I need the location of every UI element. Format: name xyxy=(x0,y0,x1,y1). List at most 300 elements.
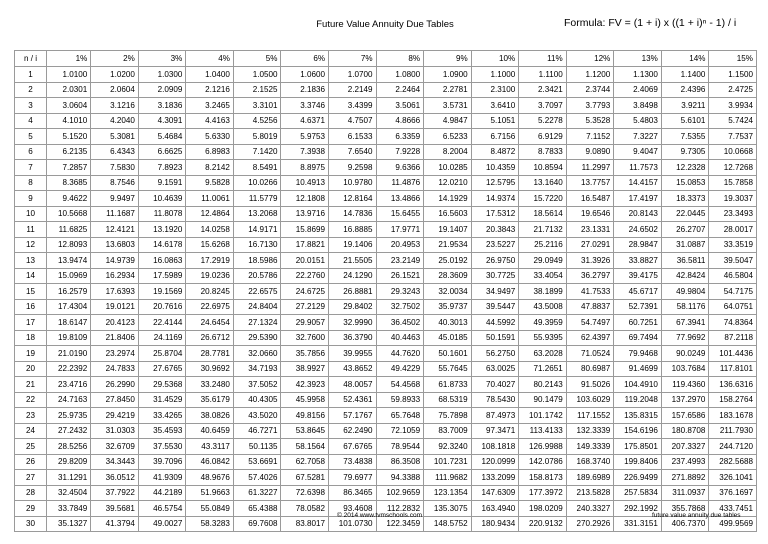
factor-cell: 29.5390 xyxy=(233,330,281,346)
factor-cell: 120.0999 xyxy=(471,454,519,470)
factor-cell: 211.7930 xyxy=(709,423,757,439)
factor-cell: 117.8101 xyxy=(709,361,757,377)
factor-cell: 44.7620 xyxy=(376,346,424,362)
factor-cell: 68.5319 xyxy=(424,392,472,408)
factor-cell: 4.8666 xyxy=(376,113,424,129)
factor-cell: 20.8143 xyxy=(614,206,662,222)
table-row xyxy=(15,268,757,284)
period-cell: 14 xyxy=(15,268,47,284)
factor-cell: 10.4913 xyxy=(281,175,329,191)
factor-cell: 14.9374 xyxy=(471,191,519,207)
factor-cell: 90.1479 xyxy=(519,392,567,408)
factor-cell: 3.5061 xyxy=(376,98,424,114)
factor-cell: 94.3388 xyxy=(376,470,424,486)
factor-cell: 198.0209 xyxy=(519,501,567,517)
factor-cell: 175.8501 xyxy=(614,439,662,455)
factor-cell: 44.5992 xyxy=(471,315,519,331)
factor-cell: 74.8364 xyxy=(709,315,757,331)
factor-cell: 292.1992 xyxy=(614,501,662,517)
factor-cell: 108.1818 xyxy=(471,439,519,455)
period-cell: 16 xyxy=(15,299,47,315)
period-cell: 18 xyxy=(15,330,47,346)
factor-cell: 5.1051 xyxy=(471,113,519,129)
factor-cell: 8.2142 xyxy=(186,160,234,176)
factor-cell: 3.3746 xyxy=(281,98,329,114)
factor-cell: 42.3923 xyxy=(281,377,329,393)
period-cell: 23 xyxy=(15,408,47,424)
factor-cell: 132.3339 xyxy=(566,423,614,439)
table-row xyxy=(15,82,757,98)
factor-cell: 24.1169 xyxy=(138,330,186,346)
period-cell: 19 xyxy=(15,346,47,362)
factor-cell: 72.6398 xyxy=(281,485,329,501)
factor-cell: 36.5811 xyxy=(661,253,709,269)
factor-cell: 49.4229 xyxy=(376,361,424,377)
factor-cell: 406.7370 xyxy=(661,516,709,532)
factor-cell: 40.4463 xyxy=(376,330,424,346)
factor-cell: 220.9132 xyxy=(519,516,567,532)
period-cell: 29 xyxy=(15,501,47,517)
table-row xyxy=(15,113,757,129)
factor-cell: 51.9663 xyxy=(186,485,234,501)
factor-cell: 70.4027 xyxy=(471,377,519,393)
factor-cell: 101.4436 xyxy=(709,346,757,362)
factor-cell: 1.1300 xyxy=(614,67,662,83)
factor-cell: 19.6546 xyxy=(566,206,614,222)
factor-cell: 113.4133 xyxy=(519,423,567,439)
factor-cell: 32.4504 xyxy=(47,485,91,501)
factor-cell: 17.5312 xyxy=(471,206,519,222)
factor-cell: 14.0258 xyxy=(186,222,234,238)
factor-cell: 54.7175 xyxy=(709,284,757,300)
factor-cell: 40.3013 xyxy=(424,315,472,331)
table-row xyxy=(15,67,757,83)
factor-cell: 7.5830 xyxy=(91,160,139,176)
factor-cell: 39.7096 xyxy=(138,454,186,470)
factor-cell: 45.6717 xyxy=(614,284,662,300)
factor-cell: 126.9988 xyxy=(519,439,567,455)
factor-cell: 25.0192 xyxy=(424,253,472,269)
factor-cell: 29.8209 xyxy=(47,454,91,470)
factor-cell: 7.6540 xyxy=(329,144,377,160)
factor-cell: 20.0151 xyxy=(281,253,329,269)
factor-cell: 42.8424 xyxy=(661,268,709,284)
factor-cell: 53.8645 xyxy=(281,423,329,439)
factor-cell: 1.1500 xyxy=(709,67,757,83)
factor-cell: 4.5256 xyxy=(233,113,281,129)
factor-cell: 28.0017 xyxy=(709,222,757,238)
factor-cell: 17.4197 xyxy=(614,191,662,207)
factor-cell: 4.9847 xyxy=(424,113,472,129)
factor-cell: 28.7781 xyxy=(186,346,234,362)
header-row xyxy=(15,51,757,67)
factor-cell: 33.4054 xyxy=(519,268,567,284)
factor-cell: 71.2651 xyxy=(519,361,567,377)
factor-cell: 3.9211 xyxy=(661,98,709,114)
rate-column-header: 2% xyxy=(91,51,139,67)
factor-cell: 28.9847 xyxy=(614,237,662,253)
factor-cell: 16.2579 xyxy=(47,284,91,300)
factor-cell: 38.1899 xyxy=(519,284,567,300)
factor-cell: 63.2028 xyxy=(519,346,567,362)
factor-cell: 3.2465 xyxy=(186,98,234,114)
factor-cell: 39.5681 xyxy=(91,501,139,517)
period-cell: 4 xyxy=(15,113,47,129)
rate-column-header: 3% xyxy=(138,51,186,67)
factor-cell: 22.4144 xyxy=(138,315,186,331)
factor-cell: 119.2048 xyxy=(614,392,662,408)
factor-cell: 43.5020 xyxy=(233,408,281,424)
factor-cell: 49.3959 xyxy=(519,315,567,331)
factor-cell: 48.9676 xyxy=(186,470,234,486)
factor-cell: 189.6989 xyxy=(566,470,614,486)
period-cell: 30 xyxy=(15,516,47,532)
factor-cell: 54.7497 xyxy=(566,315,614,331)
factor-cell: 158.8173 xyxy=(519,470,567,486)
factor-cell: 36.0512 xyxy=(91,470,139,486)
factor-cell: 180.9434 xyxy=(471,516,519,532)
factor-cell: 46.7271 xyxy=(233,423,281,439)
factor-cell: 103.6029 xyxy=(566,392,614,408)
factor-cell: 23.2974 xyxy=(91,346,139,362)
factor-cell: 29.4219 xyxy=(91,408,139,424)
rate-column-header: 14% xyxy=(661,51,709,67)
factor-cell: 15.6268 xyxy=(186,237,234,253)
factor-cell: 5.7424 xyxy=(709,113,757,129)
factor-cell: 55.7645 xyxy=(424,361,472,377)
factor-cell: 11.1687 xyxy=(91,206,139,222)
factor-cell: 2.2464 xyxy=(376,82,424,98)
factor-cell: 119.4360 xyxy=(661,377,709,393)
factor-cell: 101.0730 xyxy=(329,516,377,532)
factor-cell: 58.3283 xyxy=(186,516,234,532)
rate-column-header: 10% xyxy=(471,51,519,67)
factor-cell: 5.9753 xyxy=(281,129,329,145)
factor-cell: 65.4388 xyxy=(233,501,281,517)
factor-cell: 11.5779 xyxy=(233,191,281,207)
factor-cell: 433.7451 xyxy=(709,501,757,517)
factor-cell: 36.3790 xyxy=(329,330,377,346)
factor-cell: 73.4838 xyxy=(329,454,377,470)
factor-cell: 46.5754 xyxy=(138,501,186,517)
factor-cell: 80.2143 xyxy=(519,377,567,393)
table-row xyxy=(15,175,757,191)
table-row xyxy=(15,392,757,408)
factor-cell: 24.6725 xyxy=(281,284,329,300)
factor-cell: 60.7251 xyxy=(614,315,662,331)
factor-cell: 19.0121 xyxy=(91,299,139,315)
factor-cell: 11.8078 xyxy=(138,206,186,222)
factor-cell: 34.7193 xyxy=(233,361,281,377)
factor-cell: 10.0266 xyxy=(233,175,281,191)
factor-cell: 23.1331 xyxy=(566,222,614,238)
factor-cell: 14.1929 xyxy=(424,191,472,207)
factor-cell: 27.2129 xyxy=(281,299,329,315)
factor-cell: 6.8983 xyxy=(186,144,234,160)
factor-cell: 6.1533 xyxy=(329,129,377,145)
table-row xyxy=(15,284,757,300)
factor-cell: 33.4265 xyxy=(138,408,186,424)
factor-cell: 92.3240 xyxy=(424,439,472,455)
factor-cell: 1.1000 xyxy=(471,67,519,83)
factor-cell: 27.0291 xyxy=(566,237,614,253)
factor-cell: 331.3151 xyxy=(614,516,662,532)
factor-cell: 2.4396 xyxy=(661,82,709,98)
table-row xyxy=(15,98,757,114)
factor-cell: 58.1176 xyxy=(661,299,709,315)
factor-cell: 24.6454 xyxy=(186,315,234,331)
factor-cell: 111.9682 xyxy=(424,470,472,486)
factor-cell: 20.3843 xyxy=(471,222,519,238)
factor-cell: 2.2149 xyxy=(329,82,377,98)
period-cell: 9 xyxy=(15,191,47,207)
factor-cell: 62.2490 xyxy=(329,423,377,439)
factor-cell: 26.2707 xyxy=(661,222,709,238)
factor-cell: 31.0303 xyxy=(91,423,139,439)
factor-cell: 5.4803 xyxy=(614,113,662,129)
factor-cell: 46.5804 xyxy=(709,268,757,284)
period-cell: 28 xyxy=(15,485,47,501)
factor-cell: 41.3794 xyxy=(91,516,139,532)
factor-cell: 63.0025 xyxy=(471,361,519,377)
rate-column-header: 7% xyxy=(329,51,377,67)
factor-cell: 11.4876 xyxy=(376,175,424,191)
rate-column-header: 5% xyxy=(233,51,281,67)
factor-cell: 9.0890 xyxy=(566,144,614,160)
factor-cell: 10.4639 xyxy=(138,191,186,207)
table-row xyxy=(15,237,757,253)
factor-cell: 12.5795 xyxy=(471,175,519,191)
period-cell: 11 xyxy=(15,222,47,238)
factor-cell: 5.4684 xyxy=(138,129,186,145)
factor-cell: 12.1808 xyxy=(281,191,329,207)
factor-cell: 11.6825 xyxy=(47,222,91,238)
factor-cell: 61.3227 xyxy=(233,485,281,501)
factor-cell: 8.2004 xyxy=(424,144,472,160)
factor-cell: 35.1327 xyxy=(47,516,91,532)
factor-cell: 75.7898 xyxy=(424,408,472,424)
factor-cell: 16.7130 xyxy=(233,237,281,253)
factor-cell: 35.7856 xyxy=(281,346,329,362)
factor-cell: 147.6309 xyxy=(471,485,519,501)
factor-cell: 31.0887 xyxy=(661,237,709,253)
rate-column-header: 12% xyxy=(566,51,614,67)
factor-cell: 91.5026 xyxy=(566,377,614,393)
factor-cell: 54.4568 xyxy=(376,377,424,393)
factor-cell: 49.8156 xyxy=(281,408,329,424)
factor-cell: 177.3972 xyxy=(519,485,567,501)
factor-cell: 22.6575 xyxy=(233,284,281,300)
factor-cell: 158.2764 xyxy=(709,392,757,408)
factor-cell: 65.7648 xyxy=(376,408,424,424)
factor-cell: 1.0400 xyxy=(186,67,234,83)
factor-cell: 29.0949 xyxy=(519,253,567,269)
period-cell: 27 xyxy=(15,470,47,486)
factor-cell: 78.9544 xyxy=(376,439,424,455)
factor-cell: 7.3938 xyxy=(281,144,329,160)
factor-cell: 499.9569 xyxy=(709,516,757,532)
factor-cell: 6.9129 xyxy=(519,129,567,145)
table-row xyxy=(15,299,757,315)
factor-cell: 43.5008 xyxy=(519,299,567,315)
factor-cell: 31.3926 xyxy=(566,253,614,269)
factor-cell: 67.6765 xyxy=(329,439,377,455)
factor-cell: 91.4699 xyxy=(614,361,662,377)
factor-cell: 9.5828 xyxy=(186,175,234,191)
factor-cell: 1.0100 xyxy=(47,67,91,83)
factor-cell: 22.6975 xyxy=(186,299,234,315)
factor-cell: 1.0300 xyxy=(138,67,186,83)
factor-cell: 12.8164 xyxy=(329,191,377,207)
factor-cell: 48.0057 xyxy=(329,377,377,393)
factor-cell: 13.9474 xyxy=(47,253,91,269)
factor-cell: 19.1569 xyxy=(138,284,186,300)
factor-cell: 10.9780 xyxy=(329,175,377,191)
period-cell: 8 xyxy=(15,175,47,191)
factor-cell: 26.2990 xyxy=(91,377,139,393)
factor-cell: 3.7097 xyxy=(519,98,567,114)
factor-cell: 163.4940 xyxy=(471,501,519,517)
factor-cell: 8.7833 xyxy=(519,144,567,160)
factor-cell: 154.6196 xyxy=(614,423,662,439)
factor-cell: 16.0863 xyxy=(138,253,186,269)
factor-cell: 49.0027 xyxy=(138,516,186,532)
factor-cell: 86.3465 xyxy=(329,485,377,501)
factor-cell: 355.7868 xyxy=(661,501,709,517)
factor-cell: 15.6455 xyxy=(376,206,424,222)
factor-cell: 24.7833 xyxy=(91,361,139,377)
factor-cell: 27.1324 xyxy=(233,315,281,331)
period-cell: 20 xyxy=(15,361,47,377)
factor-cell: 5.2278 xyxy=(519,113,567,129)
factor-cell: 69.7494 xyxy=(614,330,662,346)
factor-cell: 67.5281 xyxy=(281,470,329,486)
factor-cell: 199.8406 xyxy=(614,454,662,470)
factor-cell: 3.9934 xyxy=(709,98,757,114)
table-row xyxy=(15,206,757,222)
factor-cell: 13.1920 xyxy=(138,222,186,238)
factor-cell: 20.8245 xyxy=(186,284,234,300)
factor-cell: 9.4047 xyxy=(614,144,662,160)
factor-cell: 20.5786 xyxy=(233,268,281,284)
factor-cell: 2.4725 xyxy=(709,82,757,98)
factor-cell: 23.3493 xyxy=(709,206,757,222)
factor-cell: 83.8017 xyxy=(281,516,329,532)
factor-cell: 67.3941 xyxy=(661,315,709,331)
factor-cell: 78.5430 xyxy=(471,392,519,408)
factor-cell: 93.4608 xyxy=(329,501,377,517)
factor-cell: 59.8933 xyxy=(376,392,424,408)
factor-cell: 38.9927 xyxy=(281,361,329,377)
factor-cell: 29.8402 xyxy=(329,299,377,315)
factor-cell: 21.0190 xyxy=(47,346,91,362)
factor-cell: 64.0751 xyxy=(709,299,757,315)
factor-cell: 326.1041 xyxy=(709,470,757,486)
page-title: Future Value Annuity Due Tables xyxy=(316,19,454,30)
period-cell: 12 xyxy=(15,237,47,253)
factor-cell: 17.8821 xyxy=(281,237,329,253)
factor-cell: 21.9534 xyxy=(424,237,472,253)
factor-cell: 149.3339 xyxy=(566,439,614,455)
factor-cell: 25.2116 xyxy=(519,237,567,253)
factor-cell: 19.1406 xyxy=(329,237,377,253)
factor-cell: 15.7858 xyxy=(709,175,757,191)
factor-cell: 257.5834 xyxy=(614,485,662,501)
table-row xyxy=(15,439,757,455)
factor-cell: 25.8704 xyxy=(138,346,186,362)
factor-cell: 9.4622 xyxy=(47,191,91,207)
table-row xyxy=(15,191,757,207)
factor-cell: 13.7757 xyxy=(566,175,614,191)
factor-cell: 18.5986 xyxy=(233,253,281,269)
factor-cell: 86.3508 xyxy=(376,454,424,470)
factor-cell: 34.9497 xyxy=(471,284,519,300)
factor-cell: 7.1152 xyxy=(566,129,614,145)
factor-cell: 10.4359 xyxy=(471,160,519,176)
factor-cell: 1.0700 xyxy=(329,67,377,83)
factor-cell: 3.0604 xyxy=(47,98,91,114)
factor-cell: 12.4121 xyxy=(91,222,139,238)
factor-cell: 2.3421 xyxy=(519,82,567,98)
factor-cell: 29.3243 xyxy=(376,284,424,300)
factor-cell: 36.4502 xyxy=(376,315,424,331)
factor-cell: 39.5047 xyxy=(709,253,757,269)
factor-cell: 69.7608 xyxy=(233,516,281,532)
factor-cell: 35.4593 xyxy=(138,423,186,439)
factor-cell: 4.4163 xyxy=(186,113,234,129)
factor-cell: 37.5052 xyxy=(233,377,281,393)
factor-cell: 3.1836 xyxy=(138,98,186,114)
factor-cell: 11.2997 xyxy=(566,160,614,176)
factor-cell: 3.1216 xyxy=(91,98,139,114)
factor-cell: 19.1407 xyxy=(424,222,472,238)
period-cell: 6 xyxy=(15,144,47,160)
factor-cell: 112.2832 xyxy=(376,501,424,517)
factor-cell: 15.8699 xyxy=(281,222,329,238)
factor-cell: 1.0500 xyxy=(233,67,281,83)
factor-cell: 8.4872 xyxy=(471,144,519,160)
factor-cell: 17.9771 xyxy=(376,222,424,238)
factor-cell: 10.5668 xyxy=(47,206,91,222)
factor-cell: 32.9990 xyxy=(329,315,377,331)
factor-cell: 29.9057 xyxy=(281,315,329,331)
factor-cell: 12.8093 xyxy=(47,237,91,253)
factor-cell: 52.4361 xyxy=(329,392,377,408)
factor-cell: 16.2934 xyxy=(91,268,139,284)
factor-cell: 26.1521 xyxy=(376,268,424,284)
factor-cell: 137.2970 xyxy=(661,392,709,408)
factor-cell: 1.0900 xyxy=(424,67,472,83)
factor-cell: 53.6691 xyxy=(233,454,281,470)
period-cell: 24 xyxy=(15,423,47,439)
factor-cell: 101.7231 xyxy=(424,454,472,470)
factor-cell: 9.9497 xyxy=(91,191,139,207)
factor-cell: 29.5368 xyxy=(138,377,186,393)
factor-cell: 58.1564 xyxy=(281,439,329,455)
factor-cell: 57.1767 xyxy=(329,408,377,424)
factor-cell: 5.8019 xyxy=(233,129,281,145)
factor-cell: 3.3101 xyxy=(233,98,281,114)
factor-cell: 62.7058 xyxy=(281,454,329,470)
factor-cell: 3.6410 xyxy=(471,98,519,114)
factor-cell: 43.8652 xyxy=(329,361,377,377)
factor-cell: 90.0249 xyxy=(661,346,709,362)
period-cell: 3 xyxy=(15,98,47,114)
factor-cell: 240.3327 xyxy=(566,501,614,517)
factor-cell: 31.1291 xyxy=(47,470,91,486)
factor-cell: 8.3685 xyxy=(47,175,91,191)
factor-cell: 10.0668 xyxy=(709,144,757,160)
